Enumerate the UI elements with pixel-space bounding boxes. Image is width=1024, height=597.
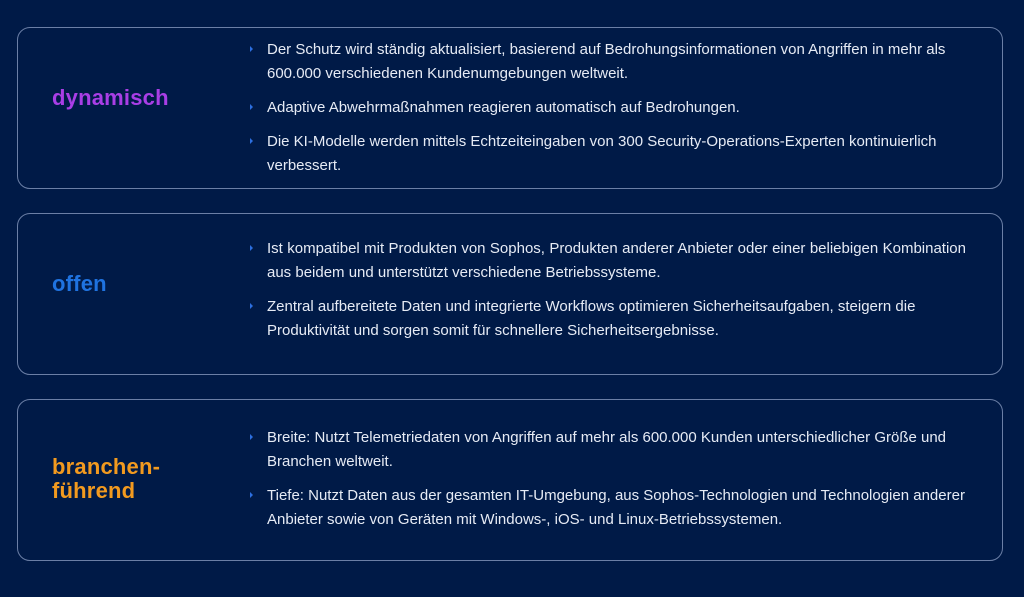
card-dynamisch (17, 27, 1003, 189)
card-title-line: branchen- (52, 454, 161, 479)
list-item (248, 96, 966, 120)
bullet-icon (250, 245, 253, 251)
list-item-text: Breite: Nutzt Telemetriedaten von Angriffen auf mehr als 600.000 Kunden unterschiedlicher Größe und Branchen weltweit. (267, 429, 947, 470)
list-item-text: Der Schutz wird ständig aktualisiert, basierend auf Bedrohungsinformationen von Angriffen in mehr als 600.000 verschiedenen Kundenumgebungen weltweit. (267, 41, 946, 82)
list-item (248, 484, 966, 532)
list-item (248, 38, 966, 86)
bullet-icon (250, 104, 253, 110)
list-item (248, 426, 966, 474)
card-title-line: führend (52, 478, 136, 503)
list-item-text: Zentral aufbereitete Daten und integrierte Workflows optimieren Sicherheitsaufgaben, steigern die Produktivität und sorgen somit für schnellere Sicherheitsergebnisse. (267, 298, 916, 339)
bullet-icon (250, 434, 253, 440)
card-title-offen: offen (52, 271, 107, 296)
list-item-text: Ist kompatibel mit Produkten von Sophos, Produkten anderer Anbieter oder einer beliebigen Kombination aus beidem und unterstützt verschiedene Betriebssysteme. (267, 240, 966, 281)
card-branchenfuehrend (17, 399, 1003, 561)
bullet-list-offen (248, 237, 966, 353)
list-item-text: Tiefe: Nutzt Daten aus der gesamten IT-Umgebung, aus Sophos-Technologien und Technologien anderer Anbieter sowie von Geräten mit Windows-, iOS- und Linux-Betriebssystemen. (267, 487, 965, 528)
card-offen (17, 213, 1003, 375)
bullet-icon (250, 492, 253, 498)
list-item (248, 237, 966, 285)
card-title-branchenfuehrend (52, 455, 160, 503)
card-title-dynamisch: dynamisch (52, 85, 169, 110)
list-item (248, 130, 966, 178)
list-item-text: Adaptive Abwehrmaßnahmen reagieren automatisch auf Bedrohungen. (267, 99, 740, 116)
list-item-text: Die KI-Modelle werden mittels Echtzeiteingaben von 300 Security-Operations-Experten kontinuierlich verbessert. (267, 133, 937, 174)
bullet-icon (250, 46, 253, 52)
bullet-icon (250, 138, 253, 144)
list-item (248, 295, 966, 343)
bullet-list-dynamisch (248, 38, 966, 188)
bullet-icon (250, 303, 253, 309)
bullet-list-branchenfuehrend (248, 426, 966, 542)
